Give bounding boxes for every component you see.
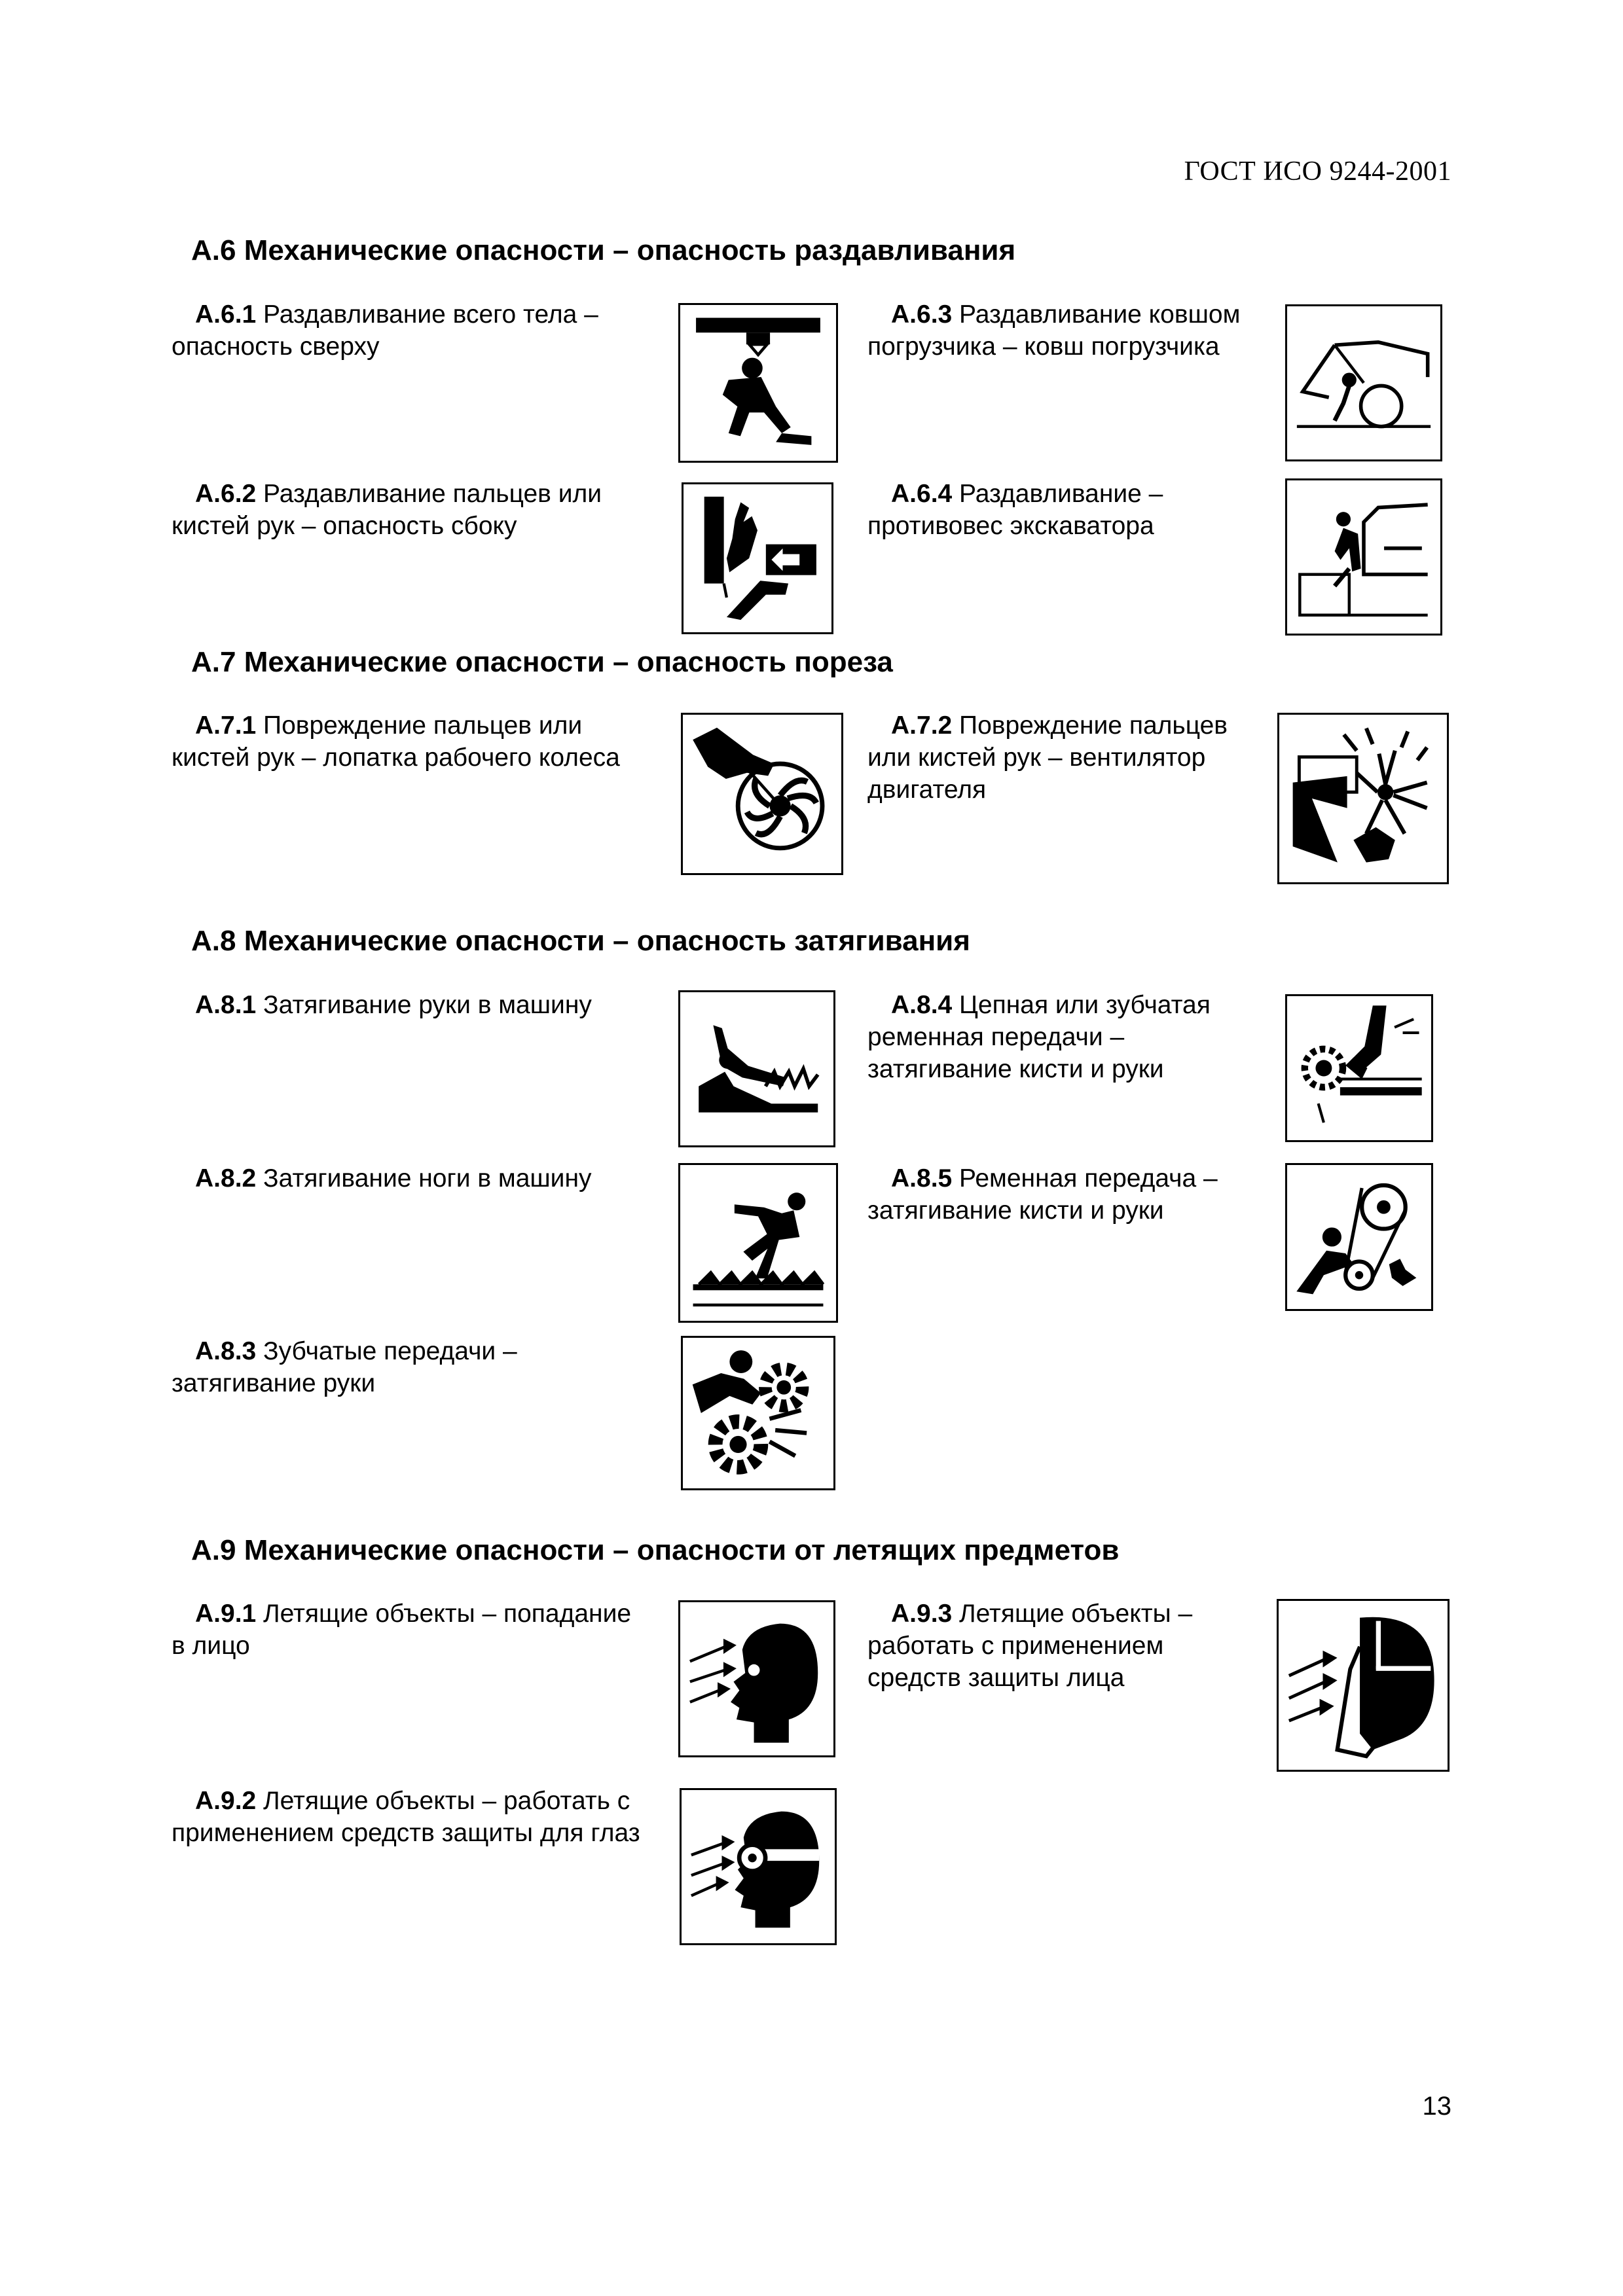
- item-description: Раздавливание пальцев или кистей рук – опасность сбоку: [172, 480, 602, 540]
- gear-entanglement-icon: [681, 1336, 835, 1490]
- face-shield-icon: [1277, 1599, 1450, 1772]
- item-description: Повреждение пальцев или кистей рук – вентилятор двигателя: [867, 711, 1228, 804]
- page-number: 13: [1422, 2092, 1451, 2121]
- item-description: Затягивание руки в машину: [256, 991, 592, 1019]
- item-code: А.8.5: [891, 1164, 953, 1193]
- item-a8-3: [172, 1335, 649, 1399]
- item-description: Ременная передача – затягивание кисти и руки: [867, 1164, 1218, 1225]
- item-code: А.7.2: [891, 711, 953, 740]
- item-a9-1: [172, 1598, 649, 1662]
- item-code: А.8.4: [891, 991, 953, 1019]
- item-a6-2: [172, 478, 649, 542]
- item-a6-1: [172, 298, 649, 363]
- item-a8-5: [867, 1162, 1260, 1227]
- flying-objects-face-icon: [678, 1600, 835, 1757]
- engine-fan-icon: [1277, 713, 1449, 884]
- item-code: А.9.3: [891, 1600, 953, 1628]
- item-code: А.9.2: [195, 1787, 257, 1815]
- item-description: Летящие объекты – работать с применением средств защиты для глаз: [172, 1787, 640, 1847]
- item-description: Летящие объекты – попадание в лицо: [172, 1600, 632, 1660]
- excavator-counterweight-icon: [1285, 478, 1442, 636]
- belt-drive-icon: [1285, 1163, 1433, 1311]
- item-code: А.6.1: [195, 300, 257, 329]
- section-title-a6: А.6 Механические опасности – опасность раздавливания: [191, 234, 1016, 266]
- section-title-a7: А.7 Механические опасности – опасность пореза: [191, 646, 893, 678]
- eye-protection-icon: [680, 1788, 837, 1945]
- item-code: А.8.1: [195, 991, 257, 1019]
- item-code: А.8.2: [195, 1164, 257, 1193]
- impeller-blade-icon: [681, 713, 843, 875]
- item-description: Повреждение пальцев или кистей рук – лопатка рабочего колеса: [172, 711, 620, 772]
- item-code: А.9.1: [195, 1600, 257, 1628]
- crush-from-above-icon: [678, 303, 838, 463]
- section-title-a9: А.9 Механические опасности – опасности от летящих предметов: [191, 1534, 1120, 1566]
- document-standard-header: ГОСТ ИСО 9244-2001: [1184, 156, 1451, 187]
- chain-drive-icon: [1285, 994, 1433, 1142]
- item-a8-1: [172, 989, 649, 1021]
- item-code: А.6.4: [891, 480, 953, 508]
- item-code: А.6.3: [891, 300, 953, 329]
- section-title-a8: А.8 Механические опасности – опасность затягивания: [191, 925, 970, 957]
- item-description: Зубчатые передачи – затягивание руки: [172, 1337, 517, 1397]
- item-a9-3: [867, 1598, 1260, 1694]
- item-description: Летящие объекты – работать с применением средств защиты лица: [867, 1600, 1193, 1692]
- item-a7-1: [172, 709, 649, 774]
- item-description: Раздавливание всего тела – опасность сверху: [172, 300, 598, 361]
- arm-entanglement-icon: [678, 990, 835, 1147]
- item-a7-2: [867, 709, 1260, 806]
- item-a8-4: [867, 989, 1260, 1085]
- hand-crush-side-icon: [682, 482, 833, 634]
- item-a8-2: [172, 1162, 649, 1194]
- item-a6-4: [867, 478, 1260, 542]
- loader-bucket-crush-icon: [1285, 304, 1442, 461]
- item-description: Цепная или зубчатая ременная передачи – затягивание кисти и руки: [867, 991, 1211, 1083]
- item-description: Затягивание ноги в машину: [256, 1164, 592, 1193]
- item-a6-3: [867, 298, 1260, 363]
- item-code: А.8.3: [195, 1337, 257, 1365]
- item-code: А.7.1: [195, 711, 257, 740]
- item-description: Раздавливание ковшом погрузчика – ковш погрузчика: [867, 300, 1241, 361]
- item-description: Раздавливание – противовес экскаватора: [867, 480, 1163, 540]
- leg-entanglement-icon: [678, 1163, 838, 1323]
- item-code: А.6.2: [195, 480, 257, 508]
- item-a9-2: [172, 1785, 649, 1849]
